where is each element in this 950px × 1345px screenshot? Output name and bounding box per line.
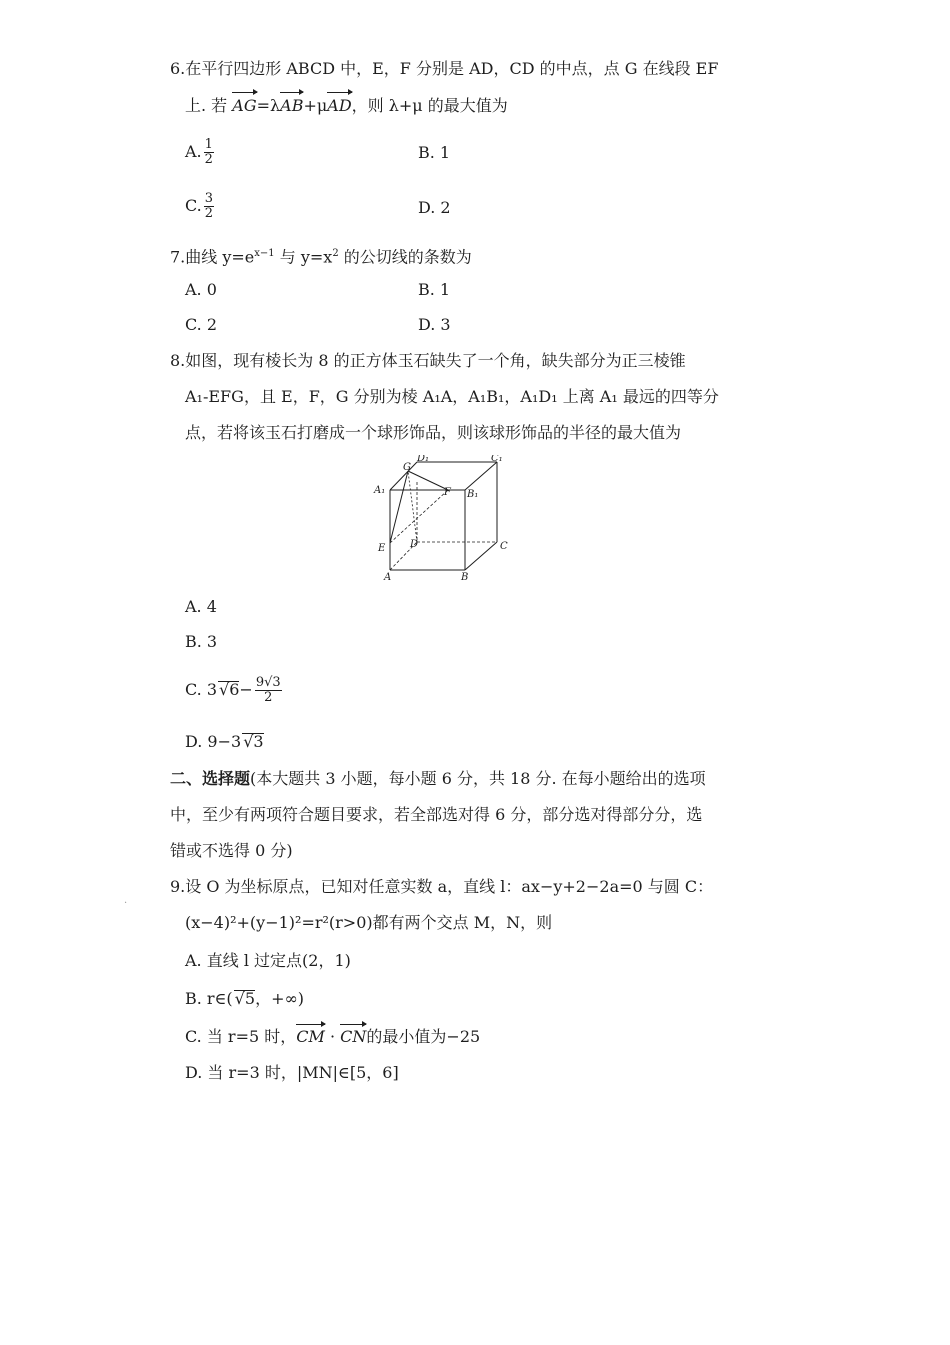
vector-cm: CM [296,1027,325,1046]
sqrt: √6 [219,680,240,699]
q6-option-c [185,192,214,221]
q7-mid: 与 y=x [274,247,333,267]
fraction [255,676,282,705]
section2-line1-text: (本大题共 3 小题，每小题 6 分，共 18 分. 在每小题给出的选项 [250,769,706,788]
q8-option-c-pre: C. 3 [185,680,218,699]
radicand: 6 [229,680,240,699]
q9-option-c [185,1024,480,1047]
edge-b1-c1 [465,462,497,490]
cube-figure [370,455,520,585]
q7-exponent2: 2 [332,248,339,259]
vector-cn: CN [340,1027,367,1046]
q7-option-a: A. 0 [185,280,217,299]
edge-e-f [390,490,448,543]
vector-ad: AD [327,96,352,115]
q9-option-d: D. 当 r=3 时，|MN|∈[5，6] [185,1063,399,1082]
label-c: C [500,541,508,552]
q9-line1: 9.设 O 为坐标原点，已知对任意实数 a，直线 l：ax−y+2−2a=0 与圆 C： [170,877,714,896]
label-g: G [403,462,411,473]
q8-line3: 点，若将该玉石打磨成一个球形饰品，则该球形饰品的半径的最大值为 [185,423,682,442]
dot-operator: · [324,1027,341,1046]
q9-option-c-post: 的最小值为−25 [366,1027,481,1046]
q7-exponent1: x−1 [254,248,275,259]
denominator: 2 [264,690,273,705]
q7-pre: 7.曲线 y=e [170,247,255,267]
section2-line3: 错或不选得 0 分) [170,841,293,860]
minus: − [239,680,253,699]
q6-option-b: B. 1 [418,143,451,162]
q6-option-a [185,138,214,167]
q9-option-b-post: ，+∞) [255,989,305,1008]
q8-option-d-pre: D. 9−3 [185,732,242,751]
label-d1: D₁ [417,455,430,464]
q9-option-a: A. 直线 l 过定点(2，1) [185,951,351,970]
q6-line1: 6.在平行四边形 ABCD 中，E，F 分别是 AD，CD 的中点，点 G 在线段 EF [170,59,719,78]
label-a1: A₁ [374,485,386,496]
scan-mark: . [124,895,128,906]
label-f: F [444,487,451,498]
section2-line2: 中，至少有两项符合题目要求，若全部选对得 6 分，部分选对得部分分，选 [170,805,703,824]
edge-g-f [408,471,448,490]
vector-ag: AG [232,96,257,115]
q8-option-a: A. 4 [185,597,217,616]
q7-post: 的公切线的条数为 [338,247,472,267]
radicand: 5 [244,989,256,1008]
numerator-radicand: 3 [272,675,281,690]
numerator-coeff: 9 [255,675,265,690]
q8-option-c [185,676,282,705]
q8-line2: A₁-EFG，且 E，F，G 分别为棱 A₁A，A₁B₁，A₁D₁ 上离 A₁ 最远的四等分 [185,387,719,406]
q6-line2-pre: 上. 若 [185,96,233,115]
edge-b-c [465,542,497,570]
vector-ab: AB [280,96,304,115]
section2-heading: 二、选择题 [170,769,251,788]
denominator: 2 [204,152,213,167]
label-c1: C₁ [491,455,503,464]
sqrt: √3 [243,732,264,751]
q7-option-c: C. 2 [185,315,218,334]
q8-line1: 8.如图，现有棱长为 8 的正方体玉石缺失了一个角，缺失部分为正三棱锥 [170,351,686,370]
q9-line2: (x−4)²+(y−1)²=r²(r>0)都有两个交点 M，N，则 [185,913,553,932]
q8-option-d [185,732,264,751]
q6-line2 [185,95,508,117]
q7-stem [170,243,472,268]
edge-d-g-hidden [408,471,417,542]
sqrt: √5 [234,989,256,1008]
q6-option-d: D. 2 [418,198,451,217]
q6-option-a-label: A. [185,142,202,161]
q9-option-c-pre: C. 当 r=5 时， [185,1027,297,1046]
q7-option-d: D. 3 [418,315,451,334]
q6-line2-post: ，则 λ+μ 的最大值为 [351,96,508,115]
section2-line1 [170,768,706,790]
edge-g-e [390,471,408,543]
fraction [204,138,214,167]
label-b: B [461,572,469,583]
numerator: 3 [204,191,214,206]
numerator: 9√3 [255,675,281,690]
q8-option-b: B. 3 [185,632,218,651]
label-d: D [410,539,419,550]
q7-option-b: B. 1 [418,280,451,299]
q6-plus-mu: +μ [303,96,328,115]
radicand: 3 [253,732,264,751]
q6-option-c-label: C. [185,196,202,215]
label-a: A [384,572,392,583]
label-e: E [378,543,386,554]
denominator: 2 [204,206,214,221]
label-b1: B₁ [467,489,479,500]
q6-eq1: =λ [256,96,281,115]
numerator: 1 [204,137,213,152]
q9-option-b [185,986,304,1009]
fraction [204,192,214,221]
q9-option-b-pre: B. r∈( [185,989,233,1008]
